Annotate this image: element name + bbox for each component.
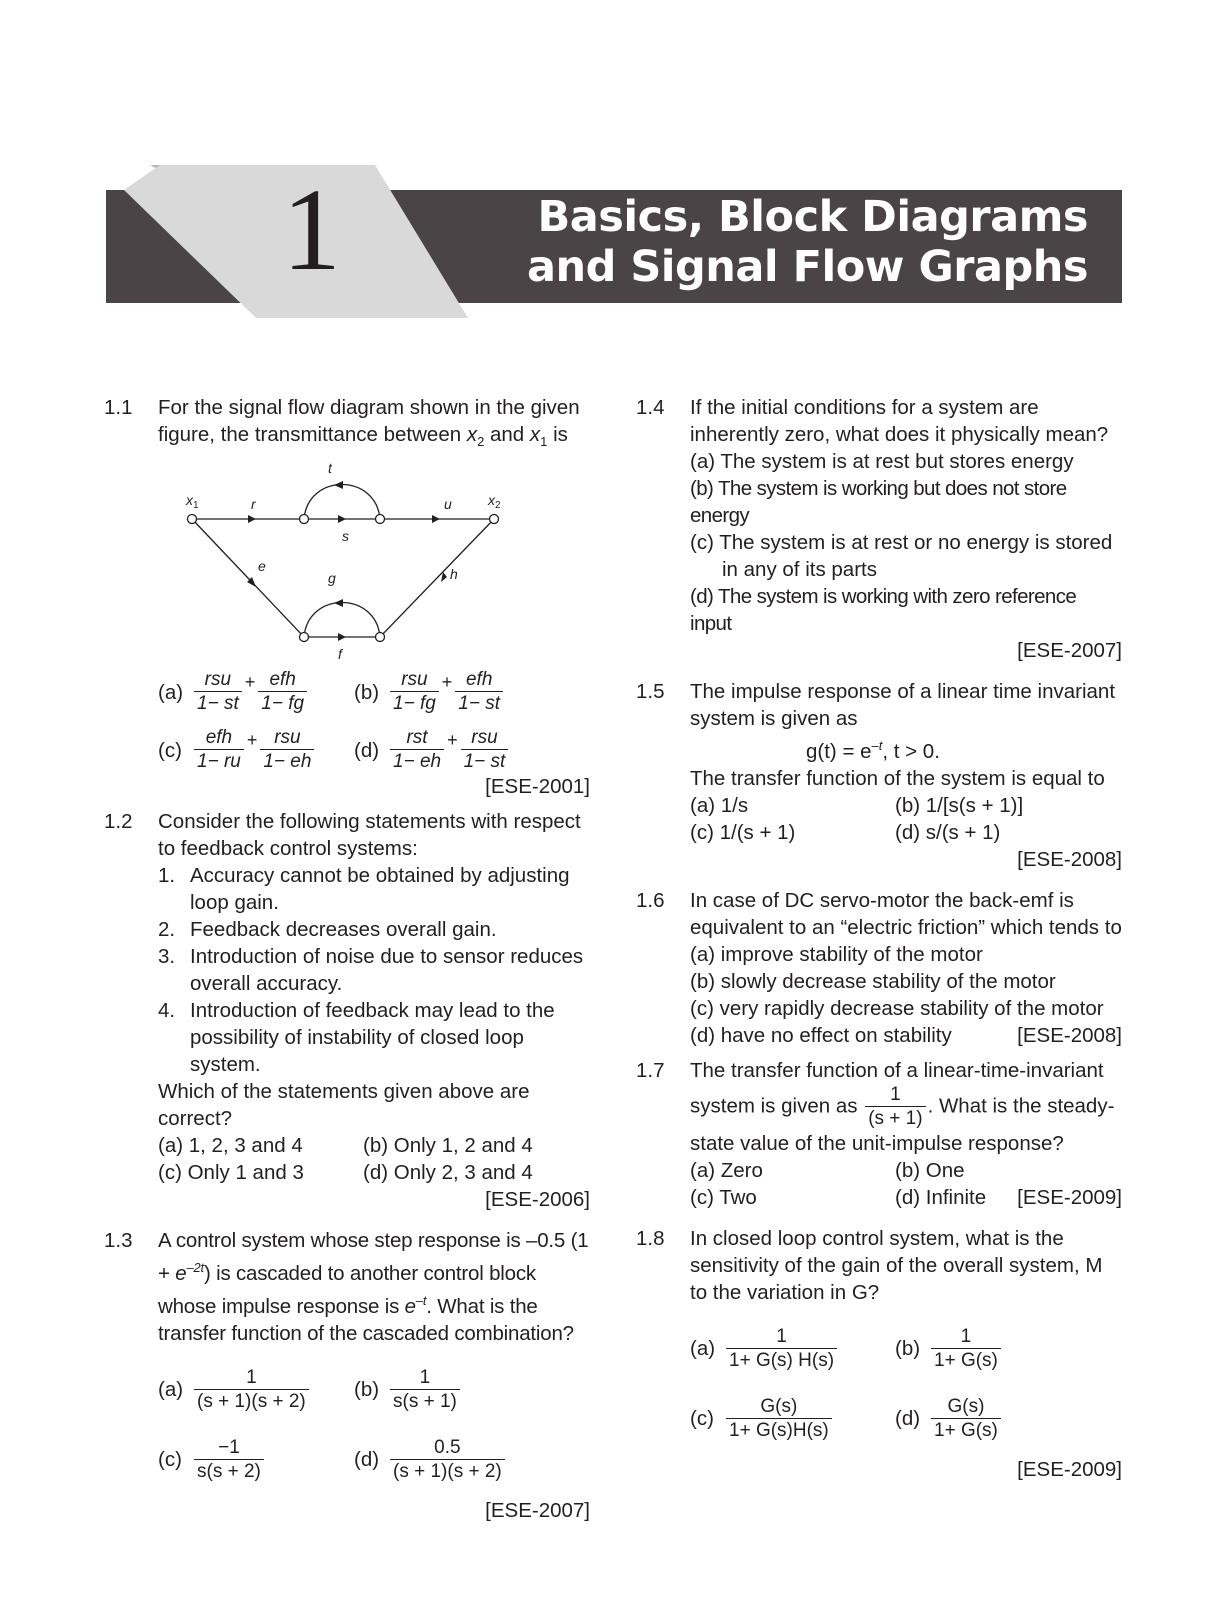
left-column bbox=[104, 394, 590, 1524]
statement-1: 1. Accuracy cannot be obtained by adjusting loop gain. bbox=[158, 864, 570, 915]
question-1-2 bbox=[104, 808, 590, 1213]
option-b: (b) The system is working but does not store energy bbox=[690, 477, 1067, 527]
option-a: (a) $\frac{1}{1+ G(s) H(s)}$ bbox=[690, 1326, 895, 1372]
chapter-title bbox=[527, 192, 1088, 292]
label-g: g bbox=[328, 570, 336, 587]
arrow-f bbox=[338, 633, 346, 641]
option-c: (c) $\frac{-1}{s(s + 2)}$ bbox=[158, 1437, 354, 1483]
exam-tag: [ESE-2009] bbox=[1017, 1457, 1122, 1481]
question-text-3: state value of the unit-impulse response? bbox=[690, 1131, 1064, 1155]
question-1-7 bbox=[636, 1057, 1122, 1211]
question-text: In closed loop control system, what is the sensitivity of the gain of the overall system, M to the variation in G? bbox=[690, 1226, 1103, 1304]
question-text-2: system is given as $\frac{1}{(s + 1)}$ . What is the steady- bbox=[690, 1083, 1115, 1129]
question-text: In case of DC servo-motor the back-emf is equivalent to an “electric friction” which tends to bbox=[690, 888, 1122, 939]
question-number: 1.1 bbox=[104, 396, 133, 419]
exam-tag: [ESE-2009] bbox=[1017, 1185, 1122, 1209]
question-text: Consider the following statements with respect to feedback control systems: bbox=[158, 810, 581, 861]
question-1-4 bbox=[636, 394, 1122, 664]
arrow-s bbox=[338, 515, 346, 523]
chapter-number: 1 bbox=[282, 164, 341, 295]
node-5 bbox=[300, 633, 309, 642]
option-a: (a) 1, 2, 3 and 4 bbox=[158, 1134, 303, 1158]
question-1-6 bbox=[636, 887, 1122, 1049]
node-3 bbox=[376, 515, 385, 524]
statement-3: 3. Introduction of noise due to sensor reduces overall accuracy. bbox=[158, 945, 584, 996]
label-f: f bbox=[338, 646, 342, 662]
option-d: (d) $\frac{G(s)}{1+ G(s)}$ bbox=[895, 1396, 1003, 1442]
options-row-2 bbox=[158, 1159, 590, 1186]
option-d: (d) s/(s + 1) bbox=[895, 820, 1001, 844]
question-number: 1.6 bbox=[636, 888, 665, 912]
arrow-t bbox=[334, 481, 343, 489]
option-c: (c) Two bbox=[690, 1185, 757, 1209]
option-d: (d) Only 2, 3 and 4 bbox=[363, 1161, 533, 1185]
arrow-u bbox=[432, 515, 440, 523]
option-b: (b) Only 1, 2 and 4 bbox=[363, 1134, 533, 1158]
branch-g bbox=[304, 603, 380, 638]
branch-h bbox=[380, 519, 494, 637]
question-number: 1.8 bbox=[636, 1226, 665, 1250]
exam-tag: [ESE-2007] bbox=[1017, 639, 1122, 662]
node-2 bbox=[300, 515, 309, 524]
question-1-5 bbox=[636, 678, 1122, 873]
label-t: t bbox=[328, 461, 332, 477]
option-c: (c) $\frac{G(s)}{1+ G(s)H(s)}$ bbox=[690, 1396, 895, 1442]
option-a: (a) $\frac{1}{(s + 1)(s + 2)}$ bbox=[158, 1367, 354, 1413]
options-row-2 bbox=[690, 1184, 1122, 1211]
options bbox=[690, 1326, 1122, 1442]
option-c: (c) Only 1 and 3 bbox=[158, 1161, 304, 1185]
node-6 bbox=[376, 633, 385, 642]
label-r: r bbox=[251, 496, 256, 513]
options bbox=[158, 669, 590, 773]
option-b: (b) $\frac{\text{rsu}}{1- fg}$ + $\frac{\text{efh}}{1- st}$ bbox=[354, 669, 505, 715]
option-b: (b) 1/[s(s + 1)] bbox=[895, 793, 1024, 817]
label-x2: $x_2$ bbox=[488, 492, 501, 512]
options-row-1 bbox=[690, 1157, 1122, 1184]
question-text-2: The transfer function of the system is equal to bbox=[690, 766, 1105, 790]
statement-4: 4. Introduction of feedback may lead to the possibility of instability of closed loop system. bbox=[158, 999, 555, 1077]
branch-t bbox=[304, 485, 380, 520]
question-1-8 bbox=[636, 1225, 1122, 1483]
option-b: (b) slowly decrease stability of the motor bbox=[690, 969, 1056, 993]
question-number: 1.3 bbox=[104, 1229, 133, 1253]
question-1-3 bbox=[104, 1227, 590, 1524]
statement-2: 2. Feedback decreases overall gain. bbox=[158, 918, 497, 942]
option-d: (d) Infinite bbox=[895, 1185, 987, 1209]
options-row-1 bbox=[158, 1132, 590, 1159]
option-d: (d) $\frac{0.5}{(s + 1)(s + 2)}$ bbox=[354, 1437, 507, 1483]
question-text: For the signal flow diagram shown in the given figure, the transmittance between $x_2$ and $x_1$ is bbox=[158, 396, 580, 450]
question-text: If the initial conditions for a system are inherently zero, what does it physically mean? bbox=[690, 396, 1109, 446]
label-x1: $x_1$ bbox=[186, 492, 199, 512]
arrow-g bbox=[334, 599, 343, 607]
question-number: 1.4 bbox=[636, 396, 665, 419]
question-text: The transfer function of a linear-time-invariant bbox=[690, 1058, 1104, 1082]
question-number: 1.5 bbox=[636, 680, 665, 703]
options-row-2 bbox=[690, 819, 1122, 846]
question-text: The impulse response of a linear time invariant system is given as bbox=[690, 680, 1116, 730]
option-c: (c) very rapidly decrease stability of the motor bbox=[690, 996, 1104, 1020]
option-c: (c) $\frac{\text{efh}}{1- ru}$ + $\frac{\text{rsu}}{1- eh}$ bbox=[158, 727, 354, 773]
label-h: h bbox=[450, 566, 458, 583]
option-a: (a) Zero bbox=[690, 1158, 763, 1182]
question-text: A control system whose step response is –0.5 $(1 + e^{-2t})$ is cascaded to another control block whose impulse response is $e^{-t}$. What is the transfer function of the cascaded combination? bbox=[158, 1229, 589, 1345]
question-number: 1.7 bbox=[636, 1058, 665, 1082]
option-a: (a) The system is at rest but stores energy bbox=[690, 450, 1074, 473]
exam-tag: [ESE-2001] bbox=[485, 775, 590, 799]
right-column bbox=[636, 394, 1122, 1483]
equation: $g(t) = e^{-t}$, t > 0. bbox=[806, 738, 940, 763]
chapter-title-line1: Basics, Block Diagrams bbox=[537, 192, 1088, 242]
node-x2 bbox=[490, 515, 499, 524]
label-s: s bbox=[342, 528, 349, 545]
options bbox=[158, 1367, 590, 1483]
label-e: e bbox=[258, 558, 266, 575]
option-d: (d) $\frac{\text{rst}}{1- eh}$ + $\frac{\text{rsu}}{1- st}$ bbox=[354, 727, 510, 773]
exam-tag: [ESE-2007] bbox=[485, 1498, 590, 1522]
option-c: (c) 1/(s + 1) bbox=[690, 820, 796, 844]
question-prompt: Which of the statements given above are correct? bbox=[158, 1080, 530, 1131]
signal-flow-graph bbox=[168, 461, 528, 661]
arrow-r bbox=[248, 515, 256, 523]
option-b: (b) One bbox=[895, 1158, 965, 1182]
question-1-1 bbox=[104, 394, 590, 800]
exam-tag: [ESE-2008] bbox=[1017, 1023, 1122, 1047]
branch-e bbox=[192, 519, 304, 637]
option-a: (a) $\frac{\text{rsu}}{1- st}$ + $\frac{\text{efh}}{1- fg}$ bbox=[158, 669, 354, 715]
option-b: (b) $\frac{1}{s(s + 1)}$ bbox=[354, 1367, 462, 1413]
chapter-title-line2: and Signal Flow Graphs bbox=[526, 242, 1088, 292]
options-row-1 bbox=[690, 792, 1122, 819]
option-d-row bbox=[690, 1022, 1122, 1049]
exam-tag: [ESE-2006] bbox=[485, 1188, 590, 1212]
option-a: (a) improve stability of the motor bbox=[690, 942, 983, 966]
option-a: (a) 1/s bbox=[690, 793, 749, 817]
question-number: 1.2 bbox=[104, 810, 133, 834]
exam-tag: [ESE-2008] bbox=[1017, 847, 1122, 871]
option-d: (d) have no effect on stability bbox=[690, 1023, 952, 1047]
option-d: (d) The system is working with zero reference input bbox=[690, 585, 1077, 635]
option-b: (b) $\frac{1}{1+ G(s)}$ bbox=[895, 1326, 1003, 1372]
option-c: (c) The system is at rest or no energy is stored in any of its parts bbox=[690, 531, 1113, 581]
node-x1 bbox=[188, 515, 197, 524]
label-u: u bbox=[444, 496, 452, 513]
